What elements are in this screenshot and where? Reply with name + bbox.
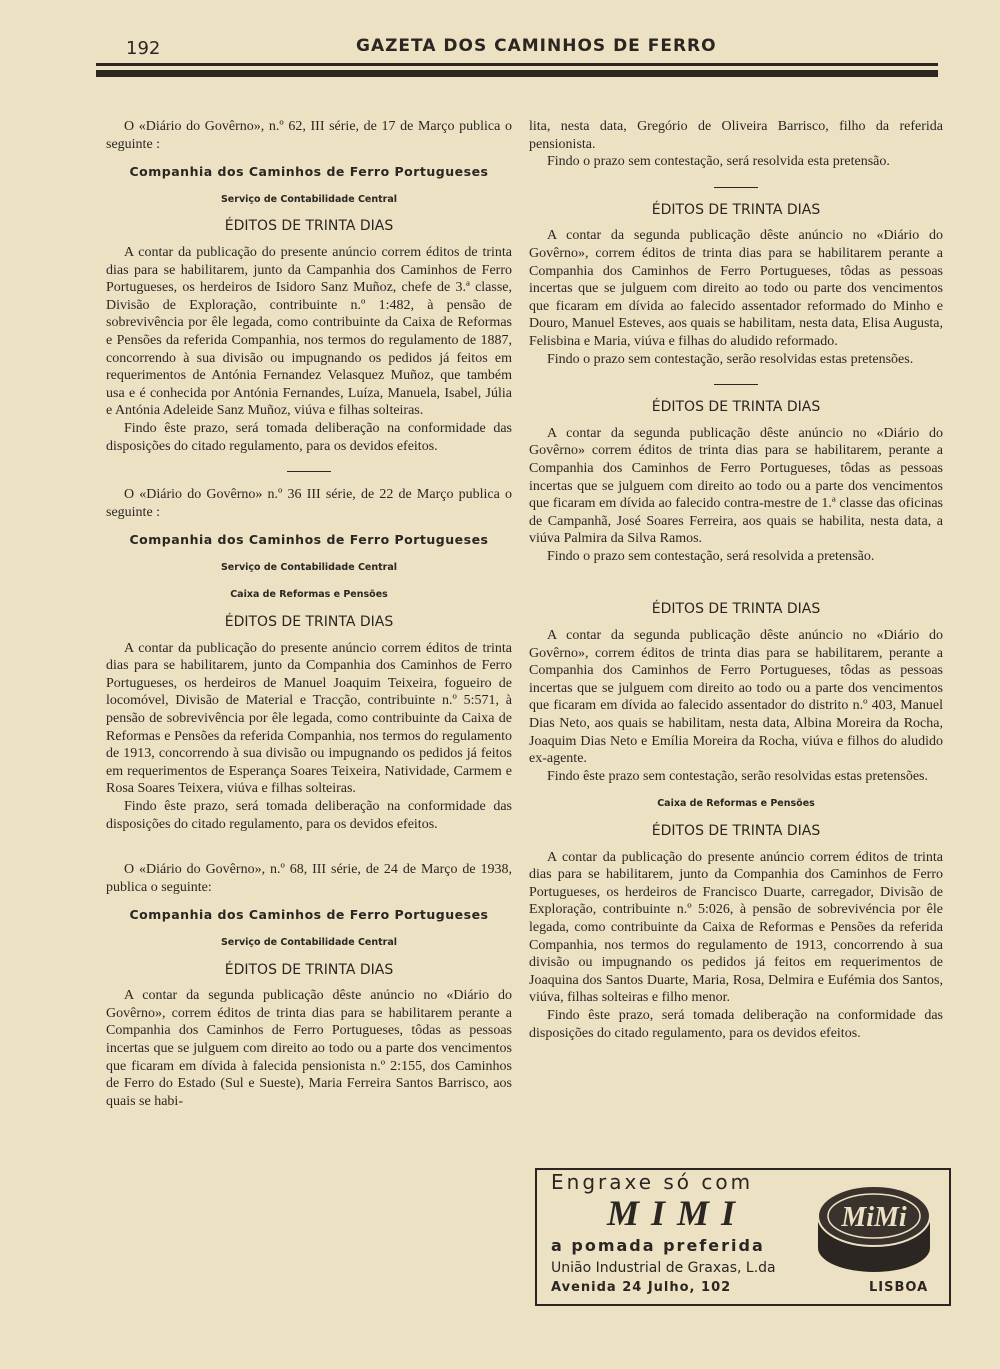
editos-heading: ÉDITOS DE TRINTA DIAS — [224, 614, 394, 631]
editos-heading: ÉDITOS DE TRINTA DIAS — [651, 601, 821, 618]
right-column — [529, 118, 943, 1042]
company-heading: Companhia dos Caminhos de Ferro Portugueses — [129, 907, 489, 923]
ad-brand: MIMI — [607, 1193, 748, 1233]
notice-continuation: lita, nesta data, Gregório de Oliveira Barrisco, filho da referida pensionista. — [529, 119, 943, 152]
notice-body: A contar da segunda publicação dêste anúncio no «Diário do Govêrno», correm éditos de trinta dias para se habilitarem perante a Companhia dos Caminhos de Ferro Portugueses, tôdas as pessoas incertas que se julguem com direito ao todo ou parte dos vencimentos que ficaram em dívida ao falecido assentador reformado do Minho e Douro, Manuel Esteves, aos quais se habilitam, nesta data, Elisa Augusta, Felisbina e Maria, viúva e filhas do aludido reformado. — [529, 228, 943, 349]
editos-heading: ÉDITOS DE TRINTA DIAS — [651, 201, 821, 218]
mimi-advertisement — [535, 1168, 951, 1306]
tin-logo-text: MiMi — [841, 1202, 907, 1233]
left-column — [106, 118, 512, 1110]
service-heading: Serviço de Contabilidade Central — [220, 193, 398, 205]
editos-heading: ÉDITOS DE TRINTA DIAS — [224, 961, 394, 978]
notice-closing: Findo êste prazo, será tomada deliberação na conformidade das disposições do citado regulamento, para os devidos efeitos. — [106, 420, 512, 454]
section-gap — [106, 833, 512, 861]
notice-body: A contar da segunda publicação dêste anúncio no «Diário do Govêrno», correm éditos de trinta dias para se habilitarem perante a Companhia dos Caminhos de Ferro Portugueses, tôdas as pessoas incertas que se julguem com direito ao todo ou a parte dos vencimentos que ficaram em dívida à falecida pensionista n.º 2:155, dos Caminhos de Ferro do Estado (Sul e Sueste), Maria Ferreira Santos Barrisco, aos quais se habi- — [106, 988, 512, 1109]
service-heading: Serviço de Contabilidade Central — [220, 936, 398, 948]
caixa-heading: Caixa de Reformas e Pensões — [657, 798, 815, 810]
notice-intro: O «Diário do Govêrno» n.º 36 III série, de 22 de Março publica o seguinte : — [106, 487, 512, 520]
editos-heading: ÉDITOS DE TRINTA DIAS — [224, 218, 394, 235]
section-divider — [714, 384, 758, 385]
ad-city: LISBOA — [869, 1280, 929, 1295]
editos-heading: ÉDITOS DE TRINTA DIAS — [651, 399, 821, 416]
section-gap — [529, 565, 943, 593]
notice-closing: Findo o prazo sem contestação, serão resolvidas estas pretensões. — [547, 351, 914, 367]
section-divider — [714, 187, 758, 188]
page-header — [96, 30, 938, 80]
notice-intro: O «Diário do Govêrno», n.º 62, III série, de 17 de Março publica o seguinte : — [106, 119, 512, 152]
page-number: 192 — [126, 38, 161, 59]
notice-body: A contar da publicação do presente anúncio correm éditos de trinta dias para se habilitarem, junto da Companhia dos Caminhos de Ferro Portugueses, os herdeiros de Manuel Joaquim Teixeira, fogueiro de locomóvel, Divisão de Material e Tracção, contribuinte n.º 5:571, à pensão de sobrevivência por êle legada, como contribuinte da Caixa de Reformas e Pensões da referida Companhia, nos termos do regulamento de 1913, concorrendo à sua divisão ou impugnando os pedidos já feitos em requerimentos de Esperança Soares Teixeira, Natividade, Carmem e Rosa Soares Teixera, viúva e filhas solteiras. — [106, 640, 512, 797]
notice-intro: O «Diário do Govêrno», n.º 68, III série, de 24 de Março de 1938, publica o seguinte: — [106, 862, 512, 895]
notice-body: A contar da segunda publicação dêste anúncio no «Diário do Govêrno» correm éditos de trinta dias para se habilitarem, perante a Companhia dos Caminhos de Ferro Portugueses, tôdas as pessoas incertas que se julguem com direito ao todo ou a parte dos vencimentos que ficaram em dívida ao falecido contra-mestre de 1.ª classe das oficinas de Campanhã, José Soares Ferreira, aos quais se habilita, nesta data, a viúva Palmira da Silva Ramos. — [529, 425, 943, 547]
header-rule-thick — [96, 70, 938, 77]
editos-heading: ÉDITOS DE TRINTA DIAS — [651, 823, 821, 839]
notice-closing: Findo êste prazo sem contestação, serão resolvidas estas pretensões. — [547, 768, 928, 784]
caixa-heading: Caixa de Reformas e Pensões — [230, 589, 388, 601]
polish-tin-icon — [815, 1176, 933, 1276]
ad-slogan: a pomada preferida — [551, 1236, 765, 1255]
ad-address: Avenida 24 Julho, 102 — [551, 1280, 732, 1295]
notice-closing: Findo êste prazo, será tomada deliberação na conformidade das disposições do citado regulamento, para os devidos efeitos. — [106, 799, 512, 832]
ad-tagline: Engraxe só com — [551, 1170, 754, 1194]
header-rule-thin — [96, 63, 938, 66]
ad-company: União Industrial de Graxas, L.da — [551, 1260, 776, 1276]
publication-title: GAZETA DOS CAMINHOS DE FERRO — [356, 36, 717, 56]
company-heading: Companhia dos Caminhos de Ferro Portugueses — [129, 532, 489, 548]
company-heading: Companhia dos Caminhos de Ferro Portugueses — [129, 164, 489, 180]
section-divider — [287, 471, 331, 472]
notice-body: A contar da publicação do presente anúncio correm éditos de trinta dias para se habilitarem, junto da Campanhia dos Caminhos de Ferro Portugueses, os herdeiros de Isidoro Sanz Muñoz, chefe de 3.ª classe, Divisão de Exploração, contribuinte n.º 1:482, à pensão de sobrevivência por êle legada, como contribuinte da Caixa de Reformas e Pensões da referida Companhia, nos termos do regulamento de 1887, concorrendo à sua divisão ou impugnando os pedidos já feitos em requerimentos de Antónia Fernandez Velasquez Muñoz, que também usa e é conhecida por Antónia Fernandes, Luíza, Manuela, Isabel, Júlia e Antónia Adeleide Sanz Muñoz, viúva e filhas solteiras. — [106, 244, 512, 419]
notice-body: A contar da publicação do presente anúncio correm éditos de trinta dias para se habilitarem, junto da Companhia dos Caminhos de Ferro Portugueses, os herdeiros de Francisco Duarte, carregador, Divisão de Exploração, contribuinte n.º 5:026, à pensão de sobrevivéncia por êle legada, como contribuinte da Caixa de Reformas e Pensões da referida Companhia, nos termos do regulamento de 1913, concorrendo à sua divisão ou impugnando os pedidos já feitos em requerimentos de Joaquina dos Santos Duarte, Maria, Rosa, Delmira e Eufémia dos Santos, viúva, filhas solteiras e filho menor. — [529, 849, 943, 1006]
notice-closing: Findo êste prazo, será tomada deliberação na conformidade das disposições do citado regulamento, para os devidos efeitos. — [529, 1007, 943, 1041]
notice-closing: Findo o prazo sem contestação, será resolvida a pretensão. — [547, 548, 875, 564]
service-heading: Serviço de Contabilidade Central — [220, 561, 398, 573]
notice-closing: Findo o prazo sem contestação, será resolvida esta pretensão. — [547, 154, 890, 170]
notice-body: A contar da segunda publicação dêste anúncio no «Diário do Govêrno», correm éditos de trinta dias para se habilitarem, perante a Companhia dos Caminhos de Ferro Portugueses, tôdas as pessoas incertas que se julguem com direito ao todo ou a parte dos vencimentos que ficaram em dívida ao falecido assentador do distrito n.º 403, Manuel Dias Neto, aos quais se habilitam, nesta data, Albina Moreira da Rocha, Joaquim Dias Neto e Emília Moreira da Rocha, viúva e filhos do aludido ex-agente. — [529, 628, 943, 767]
